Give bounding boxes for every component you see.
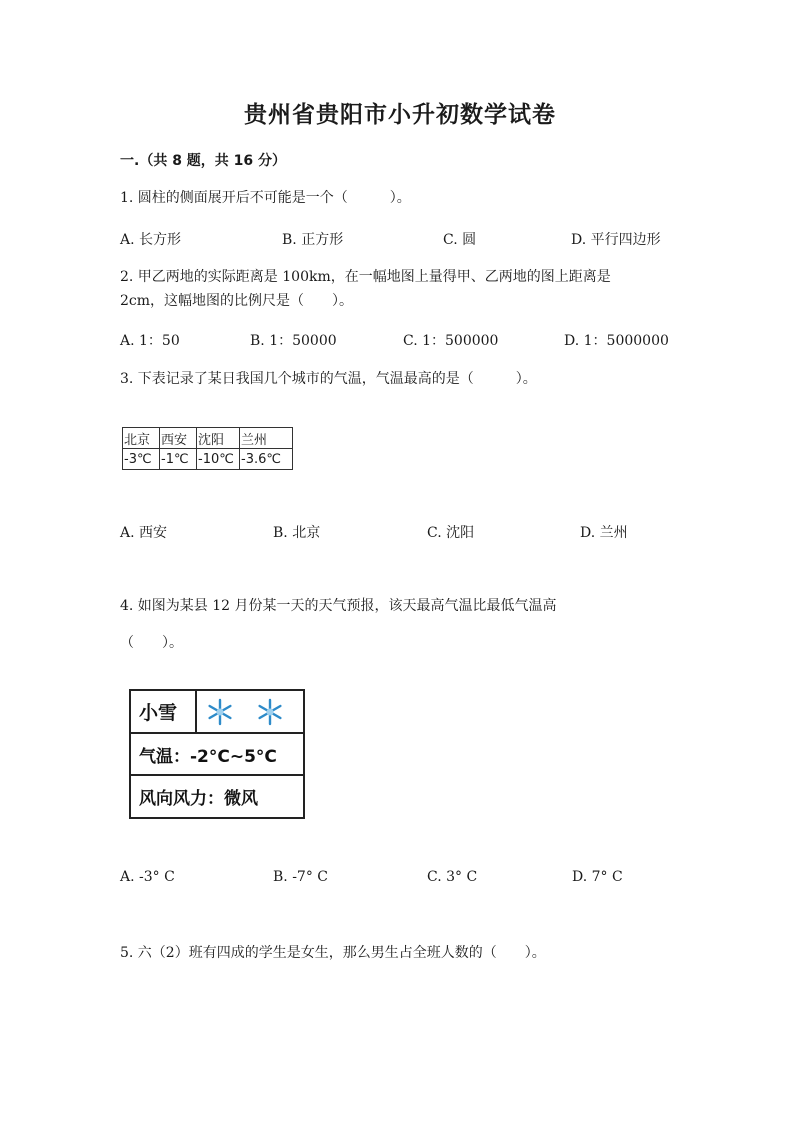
table-cell-city: 西安 [160, 428, 197, 449]
temperature-range: 气温：-2°C~5°C [139, 746, 277, 767]
q1-option-d: D. 平行四边形 [571, 232, 661, 248]
q2-option-b: B. 1：50000 [250, 333, 337, 349]
page-title: 贵州省贵阳市小升初数学试卷 [244, 102, 556, 128]
q1-option-a: A. 长方形 [120, 232, 182, 248]
weather-label: 小雪 [139, 702, 178, 724]
q4-option-b: B. -7° C [273, 869, 328, 885]
table-cell-temp: -1℃ [160, 449, 197, 470]
weather-row [131, 691, 303, 734]
wind-info: 风向风力：微风 [139, 789, 258, 809]
q4-option-a: A. -3° C [120, 869, 175, 885]
question-2-line-2: 2cm，这幅地图的比例尺是（ ）。 [120, 293, 354, 309]
q1-option-c: C. 圆 [443, 232, 477, 248]
q3-option-a: A. 西安 [120, 525, 168, 541]
question-3-text: 3. 下表记录了某日我国几个城市的气温，气温最高的是（ ）。 [120, 371, 537, 387]
snowflake-icon [255, 691, 285, 732]
q3-option-d: D. 兰州 [580, 525, 628, 541]
q3-option-b: B. 北京 [273, 525, 321, 541]
q2-option-d: D. 1：5000000 [564, 333, 669, 349]
table-cell-city: 兰州 [240, 428, 293, 449]
question-5-text: 5. 六（2）班有四成的学生是女生，那么男生占全班人数的（ ）。 [120, 945, 546, 961]
table-row-temps [123, 449, 293, 470]
weather-forecast-card [129, 689, 305, 819]
q3-option-c: C. 沈阳 [427, 525, 475, 541]
q1-option-b: B. 正方形 [282, 232, 344, 248]
table-cell-temp: -3.6℃ [240, 449, 293, 470]
question-2-line-1: 2. 甲乙两地的实际距离是 100km，在一幅地图上量得甲、乙两地的图上距离是 [120, 269, 611, 285]
question-1-text: 1. 圆柱的侧面展开后不可能是一个（ ）。 [120, 190, 411, 206]
divider [195, 691, 197, 732]
temperature-table [122, 427, 293, 470]
table-cell-city: 北京 [123, 428, 160, 449]
q4-option-c: C. 3° C [427, 869, 478, 885]
q2-option-c: C. 1：500000 [403, 333, 499, 349]
question-4-line-1: 4. 如图为某县 12 月份某一天的天气预报，该天最高气温比最低气温高 [120, 598, 557, 614]
table-cell-city: 沈阳 [197, 428, 240, 449]
table-cell-temp: -3℃ [123, 449, 160, 470]
temperature-row [131, 734, 303, 776]
table-cell-temp: -10℃ [197, 449, 240, 470]
q2-option-a: A. 1：50 [120, 333, 180, 349]
wind-row [131, 776, 303, 817]
question-4-line-2: （ ）。 [120, 635, 183, 651]
snowflake-icon [205, 691, 235, 732]
section-header: 一.（共 8 题，共 16 分） [120, 153, 287, 169]
q4-option-d: D. 7° C [572, 869, 623, 885]
table-row-cities [123, 428, 293, 449]
